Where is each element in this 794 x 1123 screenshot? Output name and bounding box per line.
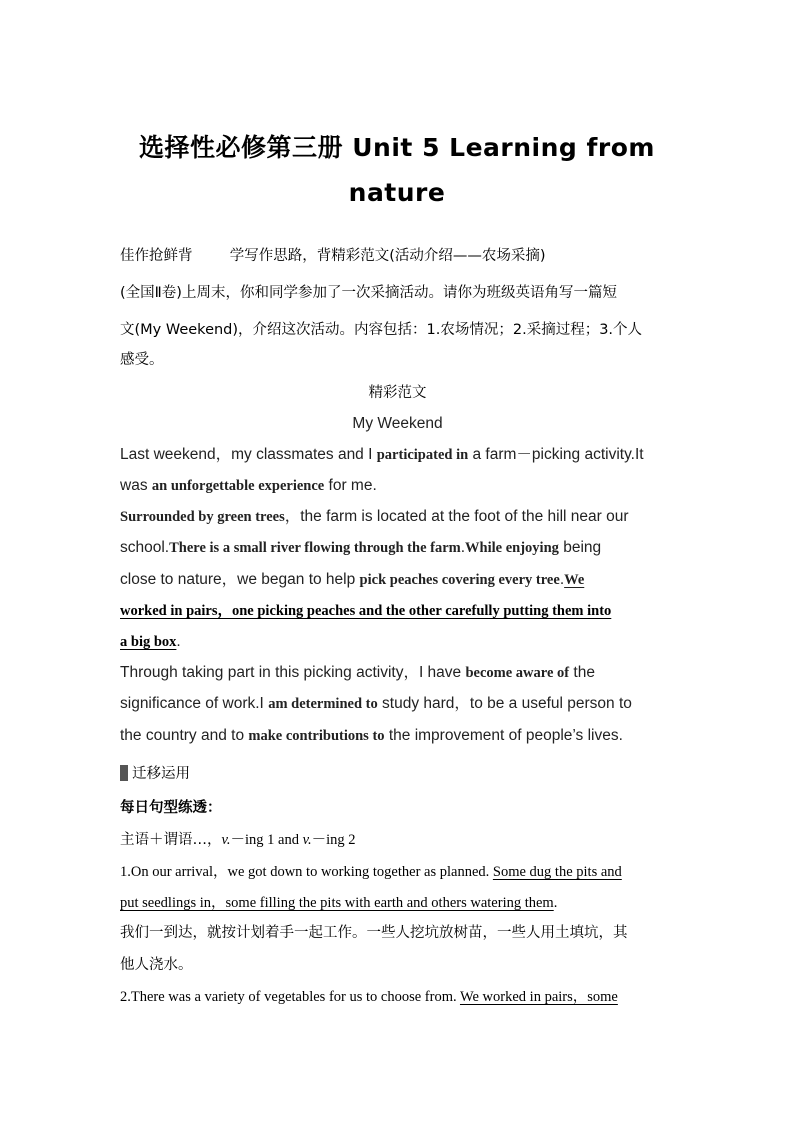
essay-line-3: [120, 507, 675, 527]
essay-title: My Weekend: [352, 415, 443, 432]
essay-phrase: While enjoying: [465, 540, 559, 556]
example-underlined: Some dug the pits and: [492, 864, 622, 880]
essay-text: was: [120, 477, 152, 494]
pattern-text: －ing 1 and: [230, 832, 303, 848]
example-text: .: [553, 895, 558, 911]
example-text: 1.On our arrival，we got down to working together as planned.: [120, 864, 493, 880]
essay-line-4: [120, 538, 675, 558]
essay-line-5: [120, 570, 675, 590]
essay-phrase: participated in: [376, 447, 469, 463]
essay-line-6: worked in pairs，one picking peaches and the other carefully putting them into: [120, 603, 612, 619]
essay-text: .: [559, 571, 565, 588]
essay-text: for me.: [324, 477, 377, 494]
section-marker-icon: [120, 765, 128, 781]
example-1-translation-2: 他人浇水。: [120, 957, 193, 973]
essay-line-7: [120, 632, 675, 652]
essay-text: school.: [120, 539, 170, 556]
practice-section-title: 迁移运用: [132, 766, 190, 782]
example-1-line-2: [120, 893, 675, 913]
essay-text: close to nature，we began to help: [120, 571, 360, 588]
pattern-text: v.: [221, 832, 231, 848]
essay-phrase: become aware of: [465, 665, 570, 681]
pattern-text: v.: [302, 832, 312, 848]
essay-phrase: a big box: [120, 634, 177, 650]
essay-phrase: Surrounded by green trees: [120, 509, 285, 525]
example-1-line-1: [120, 862, 675, 882]
section-label: 佳作抢鲜背: [120, 248, 193, 264]
essay-phrase: There is a small river flowing through the farm: [169, 540, 461, 556]
essay-phrase: We: [564, 572, 585, 588]
daily-practice-label: 每日句型练透：: [120, 800, 222, 816]
pattern-text: 主语＋谓语…，: [120, 832, 222, 848]
pattern-text: －ing 2: [311, 832, 356, 848]
essay-text: .: [176, 633, 181, 650]
example-underlined: put seedlings in，some filling the pits with earth and others watering them: [120, 895, 554, 911]
essay-phrase: an unforgettable experience: [151, 478, 325, 494]
essay-text: Last weekend，my classmates and I: [120, 446, 377, 463]
essay-text: a farm－picking activity.It: [468, 446, 644, 463]
section-description: 学写作思路，背精彩范文(活动介绍——农场采摘): [229, 248, 546, 264]
essay-phrase: make contributions to: [248, 728, 385, 744]
essay-line-1: [120, 445, 675, 465]
essay-text: ，the farm is located at the foot of the hill near our: [284, 508, 629, 525]
essay-text: significance of work.I: [120, 695, 269, 712]
example-underlined: We worked in pairs，some: [459, 989, 618, 1005]
essay-line-8: [120, 663, 675, 683]
example-2-line-1: [120, 987, 675, 1007]
essay-phrase: pick peaches covering every tree: [359, 572, 560, 588]
essay-line-9: [120, 694, 675, 714]
essay-line-10: [120, 726, 675, 746]
essay-text: study hard，to be a useful person to: [377, 695, 632, 712]
prompt-line-1: (全国Ⅱ卷)上周末，你和同学参加了一次采摘活动。请你为班级英语角写一篇短: [120, 285, 617, 301]
page-title-line-1: 选择性必修第三册 Unit 5 Learning from: [139, 133, 655, 162]
example-1-translation-1: 我们一到达，就按计划着手一起工作。一些人挖坑放树苗，一些人用土填坑，其: [120, 925, 628, 941]
essay-text: being: [558, 539, 602, 556]
essay-text: the country and to: [120, 727, 249, 744]
essay-text: the: [569, 664, 595, 681]
prompt-line-2: 文(My Weekend)，介绍这次活动。内容包括：1.农场情况；2.采摘过程；3.个人: [120, 322, 643, 338]
essay-text: .: [460, 539, 466, 556]
page-title-line-2: nature: [348, 178, 446, 207]
essay-phrase: am determined to: [268, 696, 378, 712]
example-text: 2.There was a variety of vegetables for us to choose from.: [120, 989, 460, 1005]
sentence-pattern: [120, 830, 675, 850]
essay-line-2: [120, 476, 675, 496]
essay-text: Through taking part in this picking activity，I have: [120, 664, 466, 681]
essay-text: the improvement of people’s lives.: [384, 727, 623, 744]
section-header: [120, 246, 675, 266]
essay-heading: 精彩范文: [368, 385, 427, 401]
prompt-line-3: 感受。: [120, 352, 164, 368]
practice-section-header: [120, 764, 675, 784]
